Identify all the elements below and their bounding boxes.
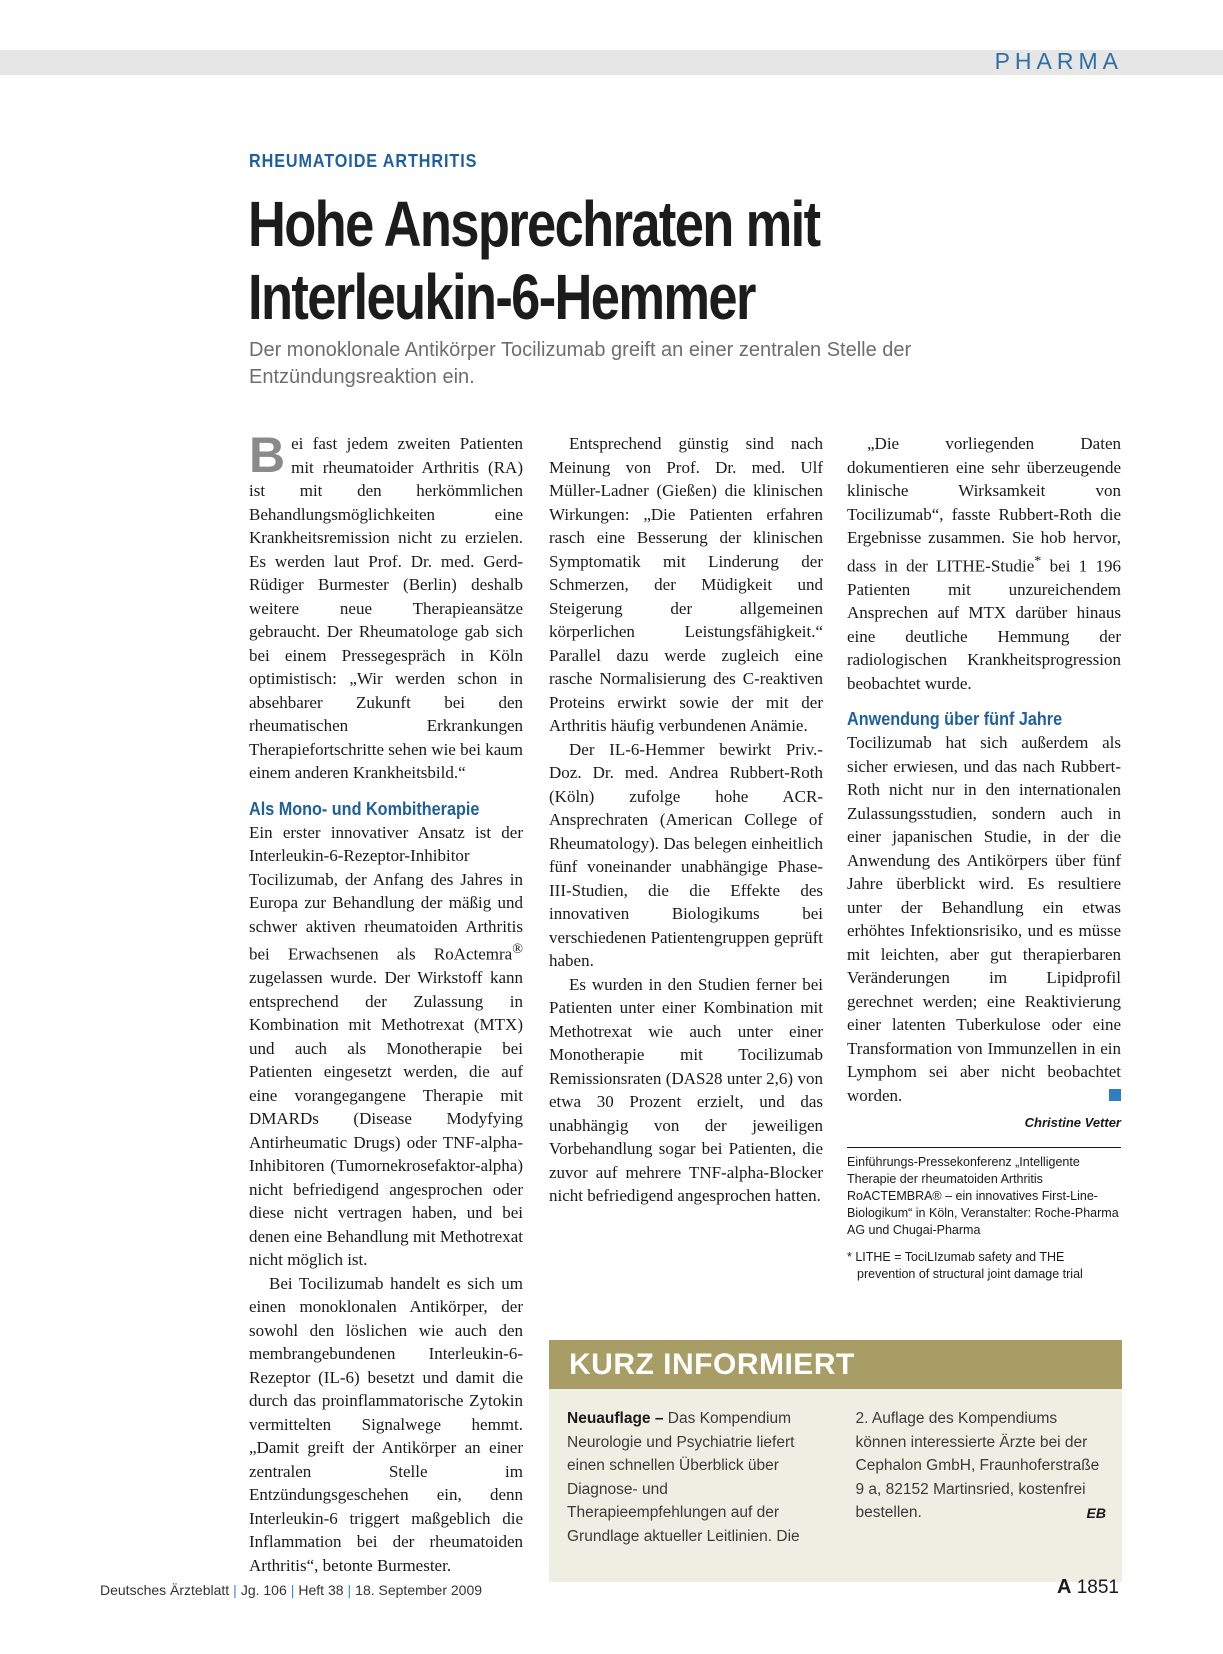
paragraph: [847, 731, 1121, 1107]
separator: |: [347, 1582, 352, 1598]
end-square-icon: [1109, 1089, 1121, 1101]
section-label: PHARMA: [994, 48, 1123, 74]
article-title: Hohe Ansprechraten mit Interleukin-6-Hemmer: [248, 188, 820, 333]
separator: |: [233, 1582, 237, 1598]
footer-citation: [100, 1582, 482, 1598]
kurz-informiert-box: [549, 1340, 1122, 1582]
subheading: Anwendung über fünf Jahre: [847, 709, 1063, 730]
paragraph: Entsprechend günstig sind nach Meinung von Prof. Dr. med. Ulf Müller-Ladner (Gießen) die klinischen Wirkungen: „Die Patienten erfahren rasch eine Besserung der klinischen Symptomatik mit Linderung der Schmerzen, der Müdigkeit und Steigerung der allgemeinen körperlichen Leistungsfähigkeit.“ Parallel dazu werde zugleich eine rasche Normalisierung des C-reaktiven Proteins erwirkt sowie der mit der Arthritis häufig verbundenen Anämie.: [549, 434, 823, 735]
paragraph: [249, 821, 523, 1272]
page-number: [1057, 1576, 1119, 1599]
volume: Jg. 106: [240, 1582, 287, 1598]
page-prefix: A: [1056, 1576, 1072, 1598]
registered-mark: ®: [512, 941, 523, 957]
issue-date: 18. September 2009: [355, 1582, 483, 1598]
article-column-2: [549, 432, 823, 1208]
paragraph: Der IL-6-Hemmer bewirkt Priv.-Doz. Dr. med. Andrea Rubbert-Roth (Köln) zufolge hohe ACR-Ansprechraten (American College of Rheumatology). Das belegen einheitlich fünf voneinander unabhängige Phase-III-Studien, die die Effekte des innovativen Biologikums bei verschiedenen Patientengruppen geprüft haben.: [549, 739, 823, 970]
subheading: Als Mono- und Kombitherapie: [249, 798, 480, 819]
box-label: Neuauflage –: [567, 1410, 664, 1427]
separator: |: [290, 1582, 295, 1598]
paragraph-text: „Die vorliegenden Daten dokumentieren eine sehr überzeugende klinische Wirksamkeit von Tocilizumab“, fasste Rubbert-Roth die Ergebnisse zusammen. Sie hob hervor, dass in der LITHE-Studie: [847, 434, 1121, 576]
paragraph: Es wurden in den Studien ferner bei Patienten unter einer Kombination mit Methotrexat wie auch unter einer Monotherapie mit Tocilizumab Remissionsraten (DAS28 unter 2,6) von etwa 30 Prozent erzielt, und das unabhängig von der jeweiligen Vorbehandlung sogar bei Patienten, die zuvor auf mehrere TNF-alpha-Blocker nicht befriedigend angesprochen hatten.: [549, 974, 823, 1205]
paragraph-text: Ein erster innovativer Ansatz ist der Interleukin-6-Rezeptor-Inhibitor Tocilizumab, der Anfang des Jahres in Europa zur Behandlung der mäßig und schwer aktiven rheumatoiden Arthritis bei Erwachsenen als RoActemra: [249, 822, 523, 964]
paragraph: [847, 432, 1121, 695]
box-heading: KURZ INFORMIERT: [549, 1340, 1122, 1389]
footnote-marker: *: [1034, 552, 1042, 569]
paragraph: [249, 427, 523, 785]
page-number-value: 1851: [1076, 1577, 1119, 1598]
paragraph-text: Tocilizumab hat sich außerdem als sicher erwiesen, und das nach Rubbert-Roth nicht nur in den internationalen Zulassungsstudien, sondern auch in einer japanischen Studie, in der die Anwendung des Antikörpers über fünf Jahre überblickt wird. Es resultiere unter der Behandlung ein etwas erhöhtes Infektionsrisiko, und es müsse mit leichten, aber gut therapierbaren Veränderungen im Lipidprofil gerechnet werden; eine Reaktivierung einer latenten Tuberkulose oder eine Transformation von Immunzellen in ein Lymphom sei aber nicht beobachtet worden.: [847, 733, 1121, 1105]
box-text: Das Kompendium Neurologie und Psychiatrie liefert einen schnellen Überblick über Diagnose- und Therapieempfehlungen auf der Grundlage aktueller Leitlinien. Die 2. Auflage des Kompendiums können interessierte Ärzte bei der Cephalon GmbH, Fraunhoferstraße 9 a, 82152 Martinsried, kostenfrei bestellen.: [567, 1410, 1100, 1545]
author-name: Christine Vetter: [1024, 1115, 1121, 1131]
journal-name: Deutsches Ärzteblatt: [100, 1582, 230, 1598]
paragraph-text: bei 1 196 Patienten mit unzureichendem Ansprechen auf MTX darüber hinaus eine deutliche Hemmung der radiologischen Krankheitsprogression beobachtet wurde.: [847, 556, 1121, 693]
source-note: Einführungs-Pressekonferenz „Intelligente Therapie der rheumatoiden Arthritis RoACTEMBRA® – ein innovatives First-Line-Biologikum“ in Köln, Veranstalter: Roche-Pharma AG und Chugai-Pharma: [847, 1147, 1121, 1239]
article-lead: Der monoklonale Antikörper Tocilizumab greift an einer zentralen Stelle der Entzündungsreaktion ein.: [249, 339, 912, 388]
paragraph-text: ei fast jedem zweiten Patienten mit rheumatoider Arthritis (RA) ist mit den herkömmlichen Behandlungsmöglichkeiten eine Krankheitsremission nicht zu erzielen. Es werden laut Prof. Dr. med. Gerd-Rüdiger Burmester (Berlin) deshalb weitere neue Therapieansätze gebraucht. Der Rheumatologe gab sich bei einem Pressegespräch in Köln optimistisch: „Wir werden schon in absehbarer Zukunft bei den rheumatischen Erkrankungen Therapiefortschritte sehen wie bei kaum einem anderen Krankheitsbild.“: [249, 434, 523, 782]
drop-cap: B: [249, 427, 286, 483]
article-column-1: [249, 427, 523, 1577]
box-body: [549, 1389, 1122, 1548]
article-kicker: RHEUMATOIDE ARTHRITIS: [249, 151, 478, 171]
issue: Heft 38: [298, 1582, 344, 1598]
box-signature: EB: [1086, 1505, 1106, 1521]
paragraph-text: zugelassen wurde. Der Wirkstoff kann entsprechend der Zulassung in Kombination mit Methotrexat (MTX) und auch als Monotherapie bei Patienten eingesetzt werden, die auf eine vorangegangene Therapie mit DMARDs (Disease Modyfying Antirheumatic Drugs) oder TNF-alpha-Inhibitoren (Tumornekrosefaktor-alpha) nicht befriedigend angesprochen oder diese nicht vertragen haben, und bei denen eine Behandlung mit Methotrexat nicht möglich ist.: [249, 968, 523, 1270]
article-column-3: [847, 432, 1121, 1283]
paragraph: Bei Tocilizumab handelt es sich um einen monoklonalen Antikörper, der sowohl den löslichen wie auch den membrangebundenen Interleukin-6-Rezeptor (IL-6) besetzt und damit die durch das proinflammatorische Zytokin vermittelten Signalwege hemmt. „Damit greift der Antikörper an einer zentralen Stelle im Entzündungsgeschehen ein, denn Interleukin-6 triggert maßgeblich die Inflammation bei der rheumatoiden Arthritis“, betonte Burmester.: [249, 1273, 523, 1575]
footnote: * LITHE = TociLIzumab safety and THE prevention of structural joint damage trial: [847, 1249, 1083, 1281]
